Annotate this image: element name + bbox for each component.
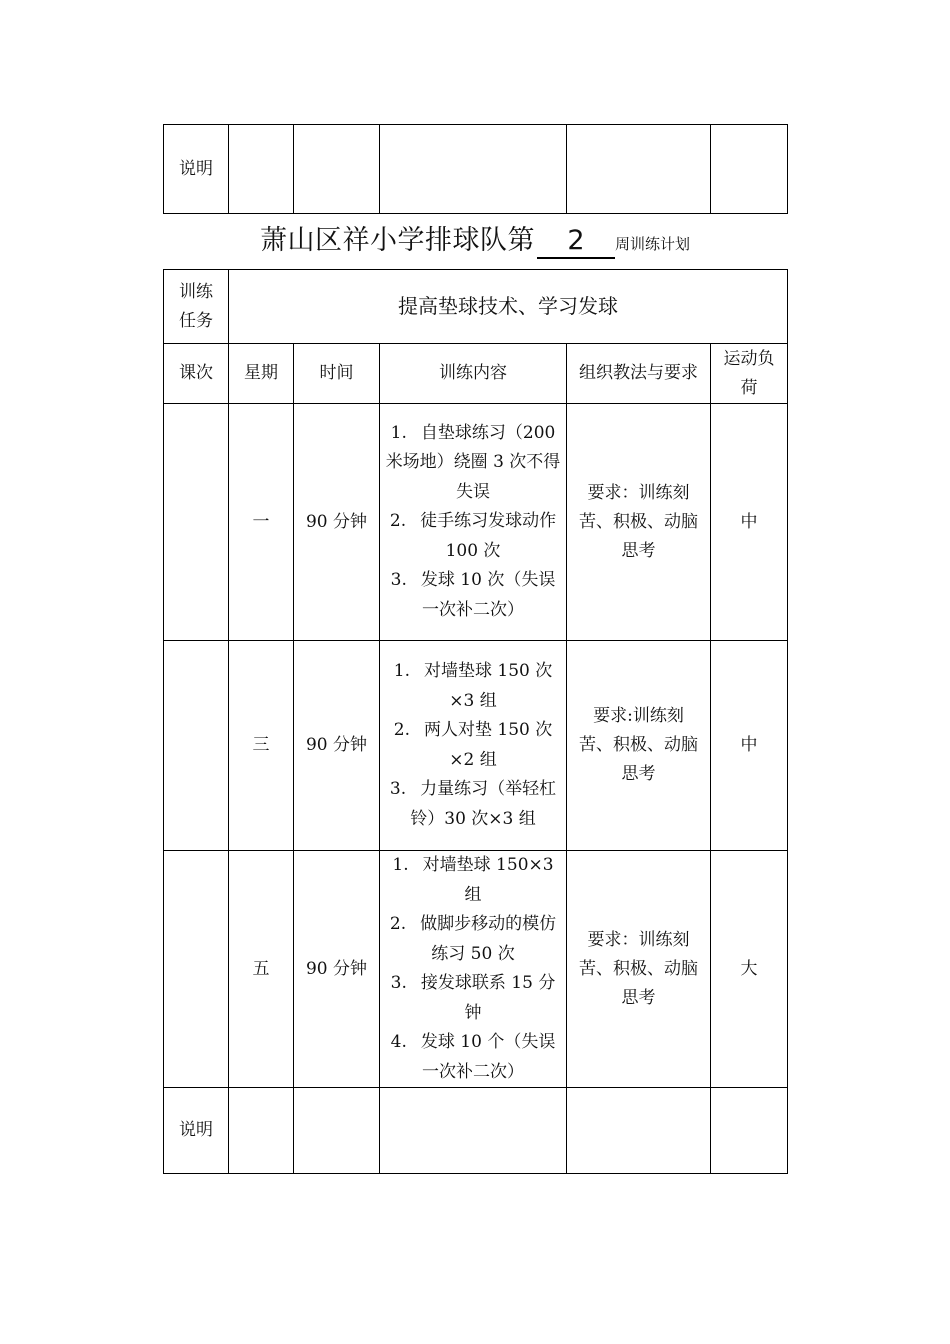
list-item [384, 716, 562, 775]
load-cell: 大 [711, 851, 788, 1088]
header-method: 组织教法与要求 [567, 344, 711, 404]
title-suffix: 周训练计划 [614, 235, 690, 253]
item-text: 对墙垫球 150 次×3 组 [423, 661, 553, 711]
item-text: 做脚步移动的模仿练习 50 次 [420, 914, 557, 964]
content-cell [380, 404, 567, 641]
load-cell: 中 [711, 404, 788, 641]
method-cell: 要求：训练刻苦、积极、动脑思考 [567, 851, 711, 1088]
header-session: 课次 [164, 344, 229, 404]
session-cell [164, 641, 229, 851]
table-row [164, 404, 788, 641]
item-number: 2. [393, 720, 410, 740]
list-item [384, 851, 562, 910]
item-text: 两人对垫 150 次×2 组 [423, 720, 553, 770]
remarks-label: 说明 [164, 1088, 229, 1174]
remarks-label: 说明 [164, 125, 229, 214]
table-row [164, 641, 788, 851]
header-row [164, 344, 788, 404]
task-value: 提高垫球技术、学习发球 [229, 270, 788, 344]
item-text: 接发球联系 15 分钟 [420, 973, 556, 1023]
item-number: 3. [389, 779, 407, 799]
title-main: 萧山区祥小学排球队第 [259, 225, 535, 256]
header-weekday: 星期 [229, 344, 294, 404]
empty-cell [294, 1088, 380, 1174]
header-load: 运动负荷 [711, 344, 788, 404]
item-text: 对墙垫球 150×3 组 [422, 855, 554, 905]
session-cell [164, 851, 229, 1088]
load-cell: 中 [711, 641, 788, 851]
empty-cell [229, 1088, 294, 1174]
list-item [384, 1028, 562, 1087]
item-text: 发球 10 个（失误一次补二次） [420, 1032, 556, 1082]
time-cell: 90 分钟 [294, 851, 380, 1088]
empty-cell [229, 125, 294, 214]
empty-cell [711, 1088, 788, 1174]
item-text: 自垫球练习（200 米场地）绕圈 3 次不得失误 [385, 422, 561, 502]
weekday-cell: 五 [229, 851, 294, 1088]
content-list [384, 851, 562, 1087]
task-row [164, 270, 788, 344]
list-item [384, 419, 562, 508]
remarks-row [164, 1088, 788, 1174]
item-number: 3. [390, 973, 407, 993]
session-cell [164, 404, 229, 641]
empty-cell [567, 125, 711, 214]
empty-cell [380, 1088, 567, 1174]
empty-cell [294, 125, 380, 214]
header-content: 训练内容 [380, 344, 567, 404]
remarks-row [164, 125, 788, 214]
item-text: 力量练习（举轻杠铃）30 次×3 组 [410, 779, 557, 829]
list-item [384, 775, 562, 834]
item-text: 徒手练习发球动作 100 次 [420, 511, 557, 561]
item-number: 2. [389, 914, 407, 934]
week-number: 2 [537, 225, 615, 259]
task-label [164, 270, 229, 344]
list-item [384, 657, 562, 716]
list-item [384, 910, 562, 969]
header-time: 时间 [294, 344, 380, 404]
content-cell [380, 851, 567, 1088]
previous-plan-footer-table [163, 124, 788, 214]
page-title [163, 218, 787, 259]
list-item [384, 507, 562, 566]
item-number: 4. [390, 1032, 407, 1052]
empty-cell [567, 1088, 711, 1174]
empty-cell [380, 125, 567, 214]
weekday-cell: 一 [229, 404, 294, 641]
item-number: 1. [393, 661, 410, 681]
content-list [384, 657, 562, 834]
training-plan-table [163, 269, 788, 1174]
task-label-line1: 训练 [179, 281, 213, 302]
content-cell [380, 641, 567, 851]
method-cell: 要求:训练刻苦、积极、动脑思考 [567, 641, 711, 851]
task-label-line2: 任务 [179, 310, 213, 331]
item-number: 3. [390, 570, 407, 591]
content-list [384, 419, 562, 626]
time-cell: 90 分钟 [294, 404, 380, 641]
item-number: 2. [389, 511, 407, 532]
time-cell: 90 分钟 [294, 641, 380, 851]
weekday-cell: 三 [229, 641, 294, 851]
table-row [164, 851, 788, 1088]
item-number: 1. [392, 855, 409, 875]
item-text: 发球 10 次（失误一次补二次） [420, 570, 556, 620]
empty-cell [711, 125, 788, 214]
item-number: 1. [390, 422, 407, 443]
list-item [384, 969, 562, 1028]
list-item [384, 566, 562, 625]
method-cell: 要求：训练刻苦、积极、动脑思考 [567, 404, 711, 641]
